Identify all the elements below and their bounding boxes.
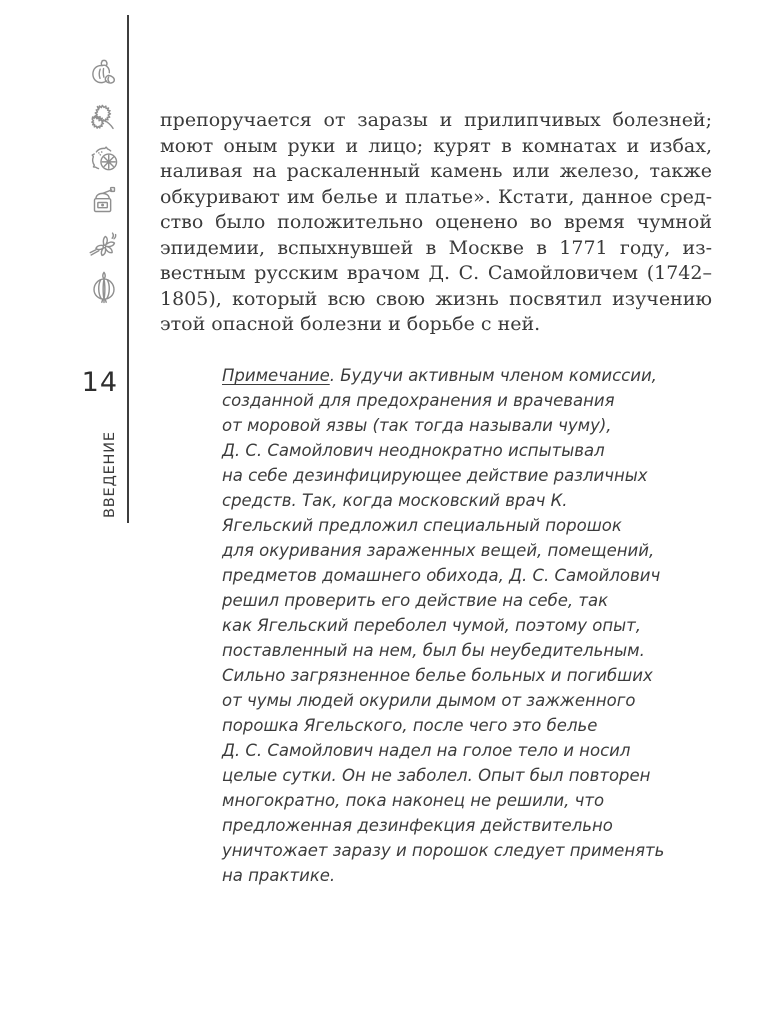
text-line: решил проверить его действие на себе, так [222,591,609,610]
text-line: ство было положительно оценено во время чумной [160,211,712,233]
text-line: для окуривания зараженных вещей, помещений, [222,541,655,560]
text-line: Ягельский предложил специальный порошок [222,516,622,535]
note-first-line-rest: . Будучи активным членом комиссии, [329,366,657,385]
text-line: предложенная дезинфекция действительно [222,816,613,835]
text-line: порошка Ягельского, после чего это белье [222,716,598,735]
page-number: 14 [81,367,118,398]
text-line: эпидемии, вспыхнувшей в Москве в 1771 году, из- [160,236,712,259]
text-line: Д. С. Самойлович неоднократно испытывал [222,441,605,460]
text-line: на себе дезинфицирующее действие различных [222,466,648,485]
vanilla-flower-icon [85,226,123,264]
text-line: препоручается от заразы и прилипчивых болезней; [160,109,712,131]
note-label: Примечание [222,366,330,385]
text-line: обкуривают им белье и платье». Кстати, данное сред- [160,185,712,208]
text-line: от моровой язвы (так тогда называли чуму), [222,416,612,435]
text-line: наливая на раскаленный камень или железо, также [160,160,712,182]
text-line: на практике. [222,866,336,885]
section-label: ВВЕДЕНИЕ [102,431,118,518]
text-line: Сильно загрязненное белье больных и погибших [222,666,653,685]
text-line: средств. Так, когда московский врач К. [222,491,568,510]
note-first-line [222,363,674,388]
text-line: 1805), который всю свою жизнь посвятил изучению [160,287,712,310]
text-line: Д. С. Самойлович надел на голое тело и носил [222,741,631,760]
text-line: как Ягельский переболел чумой, поэтому опыт, [222,616,642,635]
onion-icon [85,269,123,307]
text-line: вестным русским врачом Д. С. Самойловичем (1742– [160,262,712,284]
sidebar-divider-rule [127,15,129,523]
text-line: уничтожает заразу и порошок следует применять [222,841,665,860]
note-body [222,388,674,888]
parsley-icon [85,97,123,135]
sidebar-icon-column [84,54,124,307]
text-line: созданной для предохранения и врачевания [222,391,615,410]
garlic-icon [85,54,123,92]
lemon-icon [85,140,123,178]
coffee-grinder-icon [85,183,123,221]
text-line: от чумы людей окурили дымом от зажженного [222,691,636,710]
text-line: поставленный на нем, был бы неубедительным. [222,641,645,660]
text-line: моют оным руки и лицо; курят в комнатах и избах, [160,134,712,157]
note-block [222,363,674,888]
text-line: многократно, пока наконец не решили, что [222,791,605,810]
text-line: предметов домашнего обихода, Д. С. Самойлович [222,566,661,585]
text-line: этой опасной болезни и борьбе с ней. [160,313,541,335]
main-paragraph [160,108,712,338]
text-line: целые сутки. Он не заболел. Опыт был повторен [222,766,651,785]
